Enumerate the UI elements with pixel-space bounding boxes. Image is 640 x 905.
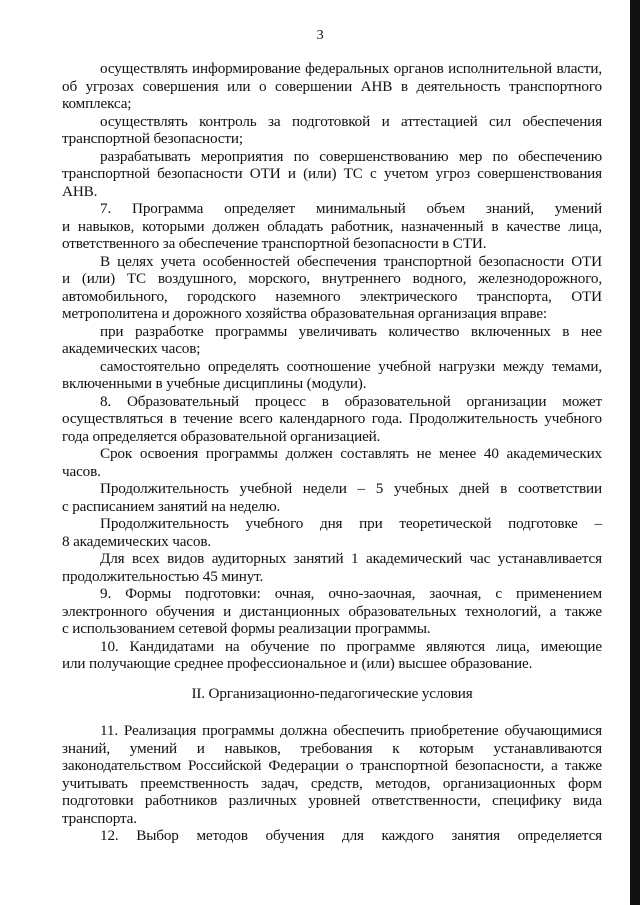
text-line: с расписанием занятий на неделю. xyxy=(62,497,281,515)
text-line: 8 академических часов. xyxy=(62,532,212,550)
text-line: законодательством Российской Федерации о транспортной безопасности, а также xyxy=(62,757,602,774)
text-line: В целях учета особенностей обеспечения транспортной безопасности ОТИ xyxy=(100,252,602,270)
text-line: знаний, умений и навыков, требования к которым устанавливаются xyxy=(62,739,602,757)
text-line: осуществлять контроль за подготовкой и аттестацией сил обеспечения xyxy=(100,112,602,130)
section-heading: II. Организационно-педагогические условия xyxy=(191,684,473,702)
text-line: разрабатывать мероприятия по совершенствованию мер по обеспечению xyxy=(100,147,602,165)
text-line: продолжительностью 45 минут. xyxy=(62,567,264,585)
text-line: 10. Кандидатами на обучение по программе являются лица, имеющие xyxy=(100,637,602,655)
text-line: осуществляться в течение всего календарного года. Продолжительность учебного xyxy=(62,410,602,427)
text-line: метрополитена и дорожного хозяйства образовательная организация вправе: xyxy=(62,305,547,322)
text-line: Срок освоения программы должен составлять не менее 40 академических xyxy=(100,445,602,462)
text-line: АНВ. xyxy=(62,182,98,200)
text-line: включенными в учебные дисциплины (модули). xyxy=(62,375,367,392)
text-line: академических часов; xyxy=(62,340,201,357)
text-line: об угрозах совершения или о совершении АНВ в деятельность транспортного xyxy=(62,77,602,95)
text-line: 9. Формы подготовки: очная, очно-заочная, заочная, с применением xyxy=(100,585,602,602)
text-line: и (или) ТС воздушного, морского, внутреннего водного, железнодорожного, xyxy=(62,270,602,287)
text-line: осуществлять информирование федеральных органов исполнительной власти, xyxy=(100,60,602,77)
text-line: 7. Программа определяет минимальный объем знаний, умений xyxy=(100,200,602,217)
text-line: часов. xyxy=(62,462,101,480)
text-line: самостоятельно определять соотношение учебной нагрузки между темами, xyxy=(100,357,602,375)
text-line: и навыков, которыми должен обладать работник, назначенный в качестве лица, xyxy=(62,217,602,235)
text-line: ответственного за обеспечение транспортной безопасности в СТИ. xyxy=(62,235,487,252)
spacer xyxy=(62,673,602,685)
text-line: электронного обучения и дистанционных образовательных технологий, а также xyxy=(62,602,602,620)
text-line: транспорта. xyxy=(62,809,137,827)
text-line: с использованием сетевой формы реализации программы. xyxy=(62,620,431,637)
text-line: комплекса; xyxy=(62,95,132,112)
text-line: подготовки работников различных уровней ответственности, специфику вида xyxy=(62,792,602,809)
page-number: 3 xyxy=(316,28,324,43)
text-line: транспортной безопасности ОТИ и (или) ТС с учетом угроз совершенствования xyxy=(62,165,602,182)
text-line: транспортной безопасности; xyxy=(62,130,243,147)
text-line: Для всех видов аудиторных занятий 1 академический час устанавливается xyxy=(100,550,602,567)
text-line: года определяется образовательной организацией. xyxy=(62,427,381,445)
text-line: Продолжительность учебной недели – 5 учебных дней в соответствии xyxy=(100,480,602,497)
document-body xyxy=(62,60,602,845)
text-line: 11. Реализация программы должна обеспечить приобретение обучающимися xyxy=(100,722,602,739)
text-line: при разработке программы увеличивать количество включенных в нее xyxy=(100,322,602,340)
spacer xyxy=(62,702,602,722)
text-line: Продолжительность учебного дня при теоретической подготовке – xyxy=(100,515,602,532)
scan-edge xyxy=(630,0,640,905)
text-line: учитывать преемственность задач, средств, методов, организационных форм xyxy=(62,774,602,792)
text-line: автомобильного, городского наземного электрического транспорта, ОТИ xyxy=(62,287,602,305)
text-line: 8. Образовательный процесс в образовательной организации может xyxy=(100,392,602,410)
text-line: или получающие среднее профессиональное и (или) высшее образование. xyxy=(62,655,533,672)
text-line: 12. Выбор методов обучения для каждого занятия определяется xyxy=(100,827,602,844)
